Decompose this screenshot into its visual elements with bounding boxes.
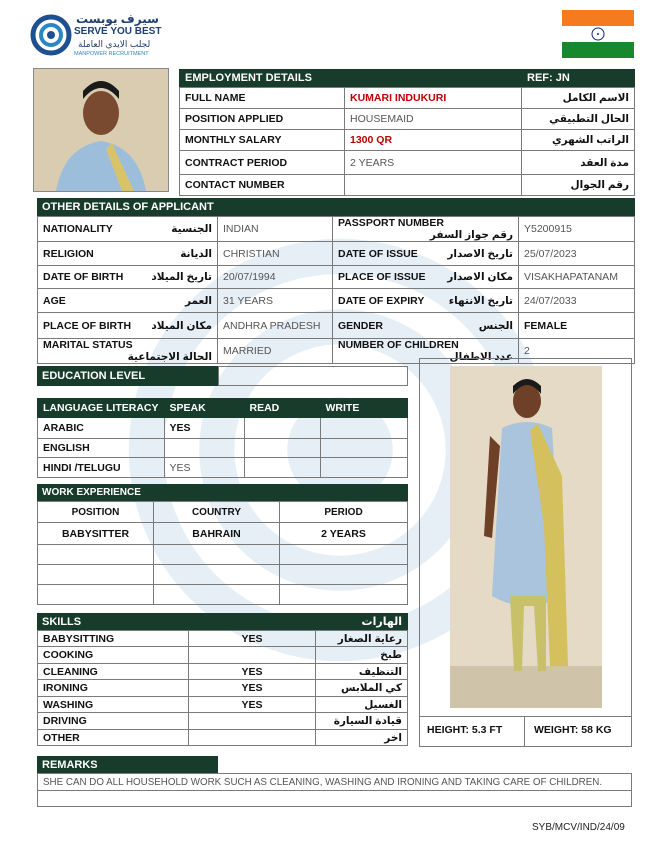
language-name: ARABIC [38,418,165,439]
expiry-label-cell [333,289,519,313]
dob-value: 20/07/1994 [218,266,333,289]
skill-arabic: طبخ [316,647,408,664]
skills-title: SKILLS [42,616,82,628]
skill-arabic: التنظيف [316,664,408,680]
issue-date-label-cell [333,242,519,266]
read-value [244,439,320,458]
table-row [38,697,408,713]
gender-arabic: الجنس [478,319,513,332]
gender-label-cell [333,313,519,339]
skill-name: IRONING [38,680,189,697]
full-body-person-icon [450,366,602,708]
contact-arabic: رقم الجوال [522,175,635,196]
religion-label-cell [38,242,218,266]
position-value: HOUSEMAID [345,109,522,130]
height-weight-row [420,716,631,747]
table-row [38,266,635,289]
table-row [180,151,635,175]
religion-label: RELIGION [43,247,94,260]
position-label: POSITION APPLIED [180,109,345,130]
language-col-header: LANGUAGE LITERACY [38,399,165,418]
height-value: HEIGHT: 5.3 FT [427,724,503,736]
skill-arabic: قيادة السيارة [316,713,408,730]
speak-value [164,439,244,458]
skill-value [189,730,316,746]
nationality-label-cell [38,217,218,242]
table-row [38,631,408,647]
marital-arabic: الحالة الاجتماعية [127,351,212,363]
gender-value: FEMALE [519,313,635,339]
children-value: 2 [519,339,635,364]
full-name-label: FULL NAME [180,88,345,109]
work-country [154,565,280,585]
table-header-row [38,399,408,418]
table-row [38,545,408,565]
read-col-header: READ [244,399,320,418]
table-row [38,565,408,585]
birthplace-value: ANDHRA PRADESH [218,313,333,339]
india-flag [562,10,634,58]
footer-code: SYB/MCV/IND/24/09 [532,822,625,833]
skill-value: YES [189,680,316,697]
language-name: HINDI /TELUGU [38,458,165,478]
position-col-header: POSITION [38,502,154,523]
table-row [38,585,408,605]
flag-saffron-band [562,10,634,26]
age-label-cell [38,289,218,313]
skills-table [37,630,408,746]
remarks-header-bar [37,756,218,773]
work-period: 2 YEARS [280,523,408,545]
birthplace-label-cell [38,313,218,339]
table-row [38,647,408,664]
skill-arabic: اخر [316,730,408,746]
full-name-arabic: الاسم الكامل [522,88,635,109]
other-details-title: OTHER DETAILS OF APPLICANT [42,201,214,213]
table-row [38,313,635,339]
work-country: BAHRAIN [154,523,280,545]
speak-value: YES [164,418,244,439]
salary-value: 1300 QR [345,130,522,151]
skills-header-bar [37,613,408,630]
issue-place-label-cell [333,266,519,289]
remarks-text: SHE CAN DO ALL HOUSEHOLD WORK SUCH AS CLEANING, WASHING AND IRONING AND TAKING CARE OF CHILDREN. [43,777,603,788]
skill-name: COOKING [38,647,189,664]
write-value [320,439,408,458]
speak-value: YES [164,458,244,478]
expiry-label: DATE OF EXPIRY [338,294,425,307]
full-photo-frame [419,358,632,747]
work-position: BABYSITTER [38,523,154,545]
table-row [180,175,635,196]
brand-arabic-sub: لجلب الايدي العاملة [78,39,151,49]
skill-value: YES [189,697,316,713]
speak-col-header: SPEAK [164,399,244,418]
dob-label: DATE OF BIRTH [43,271,124,283]
nationality-value: INDIAN [218,217,333,242]
table-row [38,242,635,266]
table-row [38,289,635,313]
children-label: NUMBER OF CHILDREN [338,339,459,351]
issue-date-label: DATE OF ISSUE [338,247,418,260]
marital-label-cell [38,339,218,364]
education-header-bar [37,366,218,386]
table-row [38,713,408,730]
skill-value: YES [189,631,316,647]
write-value [320,458,408,478]
education-value [218,366,408,386]
flag-white-band [562,26,634,42]
position-arabic: الحال التطبيقي [522,109,635,130]
skill-value: YES [189,664,316,680]
language-name: ENGLISH [38,439,165,458]
contract-arabic: مدة العقد [522,151,635,175]
portrait-photo [33,68,169,192]
age-value: 31 YEARS [218,289,333,313]
brand-tagline: MANPOWER RECRUITMENT [74,51,149,57]
table-row [38,664,408,680]
table-row [38,217,635,242]
table-row [180,109,635,130]
issue-place-label: PLACE OF ISSUE [338,271,426,283]
skill-value [189,713,316,730]
skills-arabic-title: الهارات [361,616,402,628]
table-row [38,439,408,458]
flag-green-band [562,42,634,58]
skill-value [189,647,316,664]
skill-arabic: الغسيل [316,697,408,713]
brand-arabic-name: سيرف يوبست [76,12,159,26]
education-title: EDUCATION LEVEL [42,370,146,382]
gender-label: GENDER [338,319,383,332]
other-details-header-bar [37,198,635,216]
birthplace-arabic: مكان الميلاد [151,319,212,332]
work-position [38,585,154,605]
work-country [154,585,280,605]
work-title: WORK EXPERIENCE [42,487,141,498]
read-value [244,418,320,439]
work-position [38,565,154,585]
remarks-title: REMARKS [42,759,98,771]
table-row [38,523,408,545]
work-header-bar [37,484,408,501]
country-col-header: COUNTRY [154,502,280,523]
religion-value: CHRISTIAN [218,242,333,266]
passport-label: PASSPORT NUMBER [338,217,444,229]
contract-label: CONTRACT PERIOD [180,151,345,175]
religion-arabic: الديانة [180,247,212,260]
work-position [38,545,154,565]
period-col-header: PERIOD [280,502,408,523]
brand-name: SERVE YOU BEST [74,26,162,37]
children-arabic: عدد الاطفال [449,351,513,363]
contact-value [345,175,522,196]
passport-label-cell [333,217,519,242]
nationality-arabic: الجنسية [171,223,212,235]
write-value [320,418,408,439]
logo-mark-icon [30,14,72,56]
issue-place-value: VISAKHAPATANAM [519,266,635,289]
other-details-table [37,216,635,364]
issue-place-arabic: مكان الاصدار [447,271,513,283]
work-period [280,545,408,565]
table-row [38,730,408,746]
dob-arabic: تاريخ الميلاد [151,271,212,283]
height-weight-divider [524,717,525,747]
salary-arabic: الراتب الشهري [522,130,635,151]
nationality-label: NATIONALITY [43,223,113,235]
issue-date-value: 25/07/2023 [519,242,635,266]
write-col-header: WRITE [320,399,408,418]
remarks-divider [38,790,631,791]
remarks-box [37,773,632,807]
salary-label: MONTHLY SALARY [180,130,345,151]
passport-arabic: رقم جواز السفر [429,229,513,241]
full-name-value: KUMARI INDUKURI [345,88,522,109]
work-country [154,545,280,565]
birthplace-label: PLACE OF BIRTH [43,319,132,332]
skill-arabic: رعاية الصغار [316,631,408,647]
skill-name: OTHER [38,730,189,746]
read-value [244,458,320,478]
contact-label: CONTACT NUMBER [180,175,345,196]
company-logo [30,12,170,62]
skill-arabic: كي الملابس [316,680,408,697]
expiry-arabic: تاريخ الانتهاء [448,294,513,307]
work-period [280,585,408,605]
work-table [37,501,408,605]
marital-value: MARRIED [218,339,333,364]
age-arabic: العمر [184,294,212,307]
skill-name: CLEANING [38,664,189,680]
skill-name: BABYSITTING [38,631,189,647]
skill-name: DRIVING [38,713,189,730]
skill-name: WASHING [38,697,189,713]
language-table [37,398,408,478]
issue-date-arabic: تاريخ الاصدار [447,247,513,260]
age-label: AGE [43,294,66,307]
employment-header-bar [179,69,635,87]
employment-header-title: EMPLOYMENT DETAILS [185,72,312,84]
weight-value: WEIGHT: 58 KG [534,724,612,736]
table-row [38,680,408,697]
table-row [38,418,408,439]
table-row [180,88,635,109]
table-row [180,130,635,151]
work-period [280,565,408,585]
portrait-person-icon [34,69,168,191]
expiry-value: 24/07/2033 [519,289,635,313]
reference-code: REF: JN [527,72,570,84]
full-body-photo [450,366,602,708]
ashoka-chakra-icon [591,27,605,41]
table-row [38,458,408,478]
employment-table [179,87,635,196]
passport-value: Y5200915 [519,217,635,242]
table-header-row [38,502,408,523]
marital-label: MARITAL STATUS [43,339,133,351]
dob-label-cell [38,266,218,289]
contract-value: 2 YEARS [345,151,522,175]
